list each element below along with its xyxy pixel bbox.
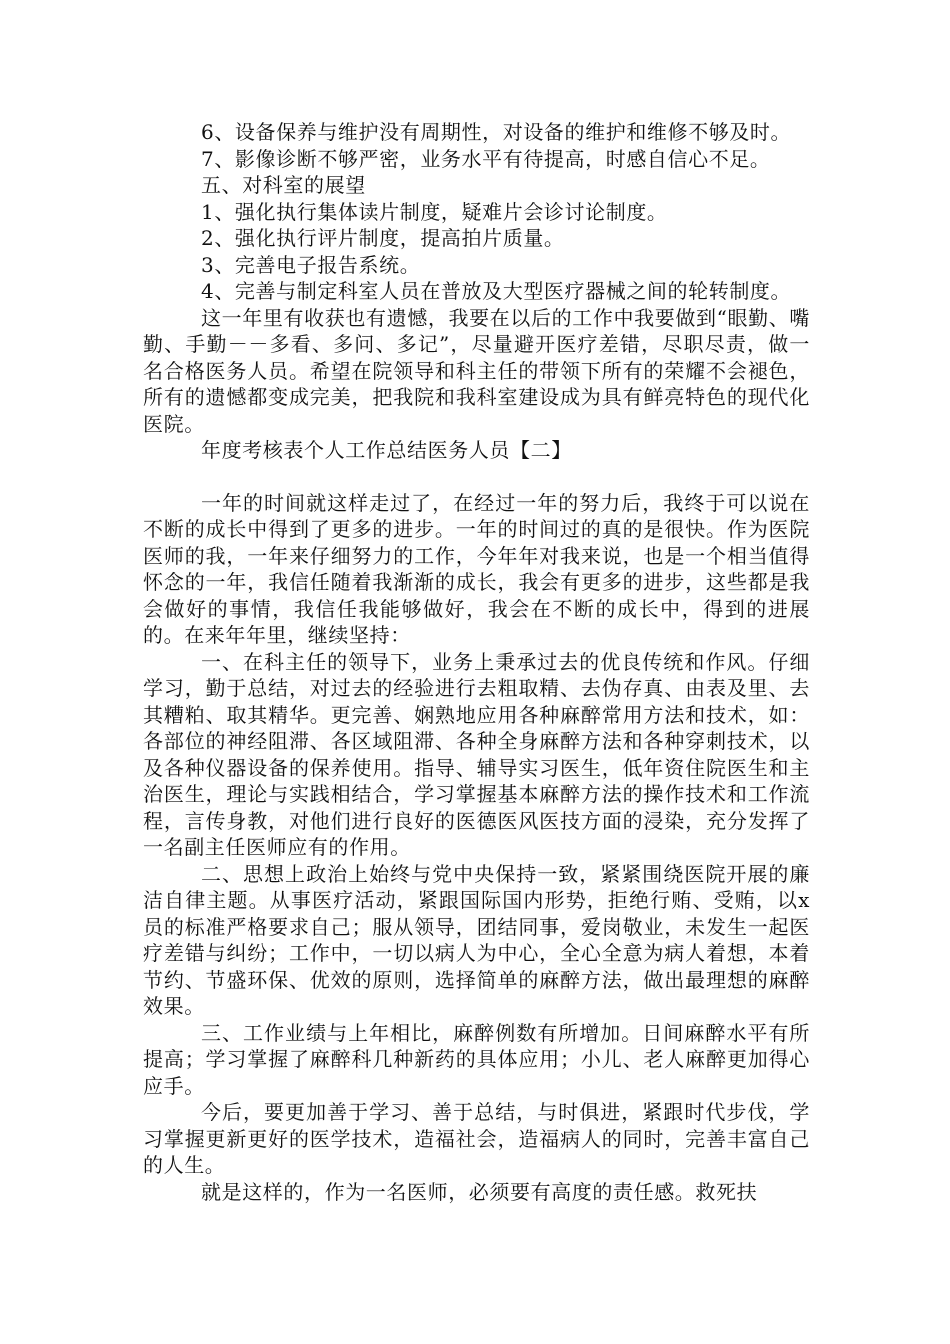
- paragraph-outlook-4: 4、完善与制定科室人员在普放及大型医疗器械之间的轮转制度。: [201, 279, 792, 303]
- paragraph-outlook-2: 2、强化执行评片制度，提高拍片质量。: [201, 226, 565, 250]
- paragraph-point-3: 三、工作业绩与上年相比，麻醉例数有所增加。日间麻醉水平有所提高；学习掌握了麻醉科几种新药的具体应用；小儿、老人麻醉更加得心应手。: [143, 1020, 810, 1098]
- document-body: [143, 119, 810, 1205]
- paragraph-imaging: 7、影像诊断不够严密，业务水平有待提高，时感自信心不足。: [201, 146, 771, 171]
- paragraph-point-2: 二、思想上政治上始终与党中央保持一致，紧紧围绕医院开展的廉洁自律主题。从事医疗活动，紧跟国际国内形势，拒绝行贿、受贿，以x员的标准严格要求自己；服从领导，团结同事，爱岗敬业，未发生一起医疗差错与纠纷；工作中，一切以病人为中心，全心全意为病人着想，本着节约、节盛环保、优效的原则，选择简单的麻醉方法，做出最理想的麻醉效果。: [143, 861, 810, 1018]
- paragraph-outlook-3: 3、完善电子报告系统。: [201, 252, 421, 277]
- paragraph-future: 今后，要更加善于学习、善于总结，与时俱进，紧跟时代步伐，学习掌握更新更好的医学技术，造福社会，造福病人的同时，完善丰富自己的人生。: [143, 1100, 810, 1177]
- paragraph-point-1: 一、在科主任的领导下，业务上秉承过去的优良传统和作风。仔细学习，勤于总结，对过去的经验进行去粗取精、去伪存真、由表及里、去其糟粕、取其精华。更完善、娴熟地应用各种麻醉常用方法和技术，如：各部位的神经阻滞、各区域阻滞、各种全身麻醉方法和各种穿刺技术，以及各种仪器设备的保养使用。指导、辅导实习医生，低年资住院医生和主治医生，理论与实践相结合，学习掌握基本麻醉方法的操作技术和工作流程，言传身教，对他们进行良好的医德医风医技方面的浸染，充分发挥了一名副主任医师应有的作用。: [143, 649, 810, 859]
- heading-outlook: 五、对科室的展望: [201, 173, 366, 197]
- section-gap: [143, 464, 810, 490]
- paragraph-maintenance: 6、设备保养与维护没有周期性，对设备的维护和维修不够及时。: [201, 120, 792, 144]
- paragraph-intro: 一年的时间就这样走过了，在经过一年的努力后，我终于可以说在不断的成长中得到了更多的进步。一年的时间过的真的是很快。作为医院医师的我，一年来仔细努力的工作，今年年对我来说，也是一个相当值得怀念的一年，我信任随着我渐渐的成长，我会有更多的进步，这些都是我会做好的事情，我信任我能够做好，我会在不断的成长中，得到的进展的。在来年年里，继续坚持：: [143, 490, 810, 647]
- paragraph-outlook-1: 1、强化执行集体读片制度，疑难片会诊讨论制度。: [201, 199, 668, 224]
- section-heading: 年度考核表个人工作总结医务人员【二】: [201, 438, 572, 462]
- paragraph-closing: 就是这样的，作为一名医师，必须要有高度的责任感。救死扶: [201, 1179, 758, 1204]
- paragraph-reflection: 这一年里有收获也有遗憾，我要在以后的工作中我要做到“眼勤、嘴勤、手勤－－多看、多问、多记”，尽量避开医疗差错，尽职尽责，做一名合格医务人员。希望在院领导和科主任的带领下所有的荣耀不会褪色，所有的遗憾都变成完美，把我院和我科室建设成为具有鲜亮特色的现代化医院。: [143, 305, 810, 436]
